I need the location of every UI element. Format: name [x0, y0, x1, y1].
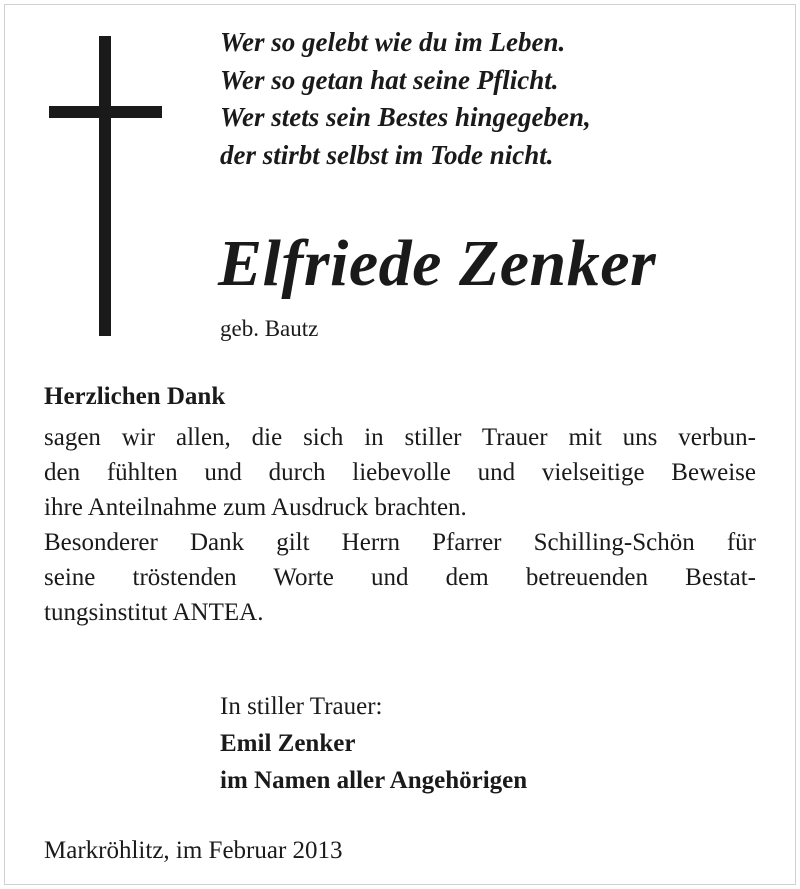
- deceased-name: Elfriede Zenker: [218, 227, 657, 300]
- signature-name: Emil Zenker: [220, 730, 356, 757]
- maiden-name: geb. Bautz: [220, 316, 319, 341]
- thanks-line: sagen wir allen, die sich in stiller Trauer mit uns verbun-: [44, 424, 756, 451]
- thanks-heading: Herzlichen Dank: [44, 383, 226, 410]
- poem-line: der stirbt selbst im Tode nicht.: [220, 139, 554, 170]
- cross-vertical-bar: [99, 36, 111, 336]
- poem-line: Wer so getan hat seine Pflicht.: [220, 64, 559, 95]
- signature-block: [220, 688, 527, 799]
- signature-on-behalf: im Namen aller Angehörigen: [220, 767, 528, 794]
- signature-intro: In stiller Trauer:: [220, 693, 383, 720]
- thanks-line: seine tröstenden Worte und dem betreuenden Bestat-: [44, 564, 756, 591]
- thanks-body: [44, 420, 756, 630]
- poem-line: Wer so gelebt wie du im Leben.: [220, 27, 566, 57]
- poem-line: Wer stets sein Bestes hingegeben,: [220, 102, 591, 132]
- cross-horizontal-bar: [49, 106, 162, 118]
- thanks-line: ihre Anteilnahme zum Ausdruck brachten.: [44, 494, 467, 521]
- memorial-poem: [220, 24, 780, 174]
- thanks-line: den fühlten und durch liebevolle und vielseitige Beweise: [44, 459, 756, 486]
- place-date: Markröhlitz, im Februar 2013: [44, 837, 343, 864]
- thanks-line: Besonderer Dank gilt Herrn Pfarrer Schilling-Schön für: [44, 529, 756, 556]
- thanks-line: tungsinstitut ANTEA.: [44, 599, 264, 626]
